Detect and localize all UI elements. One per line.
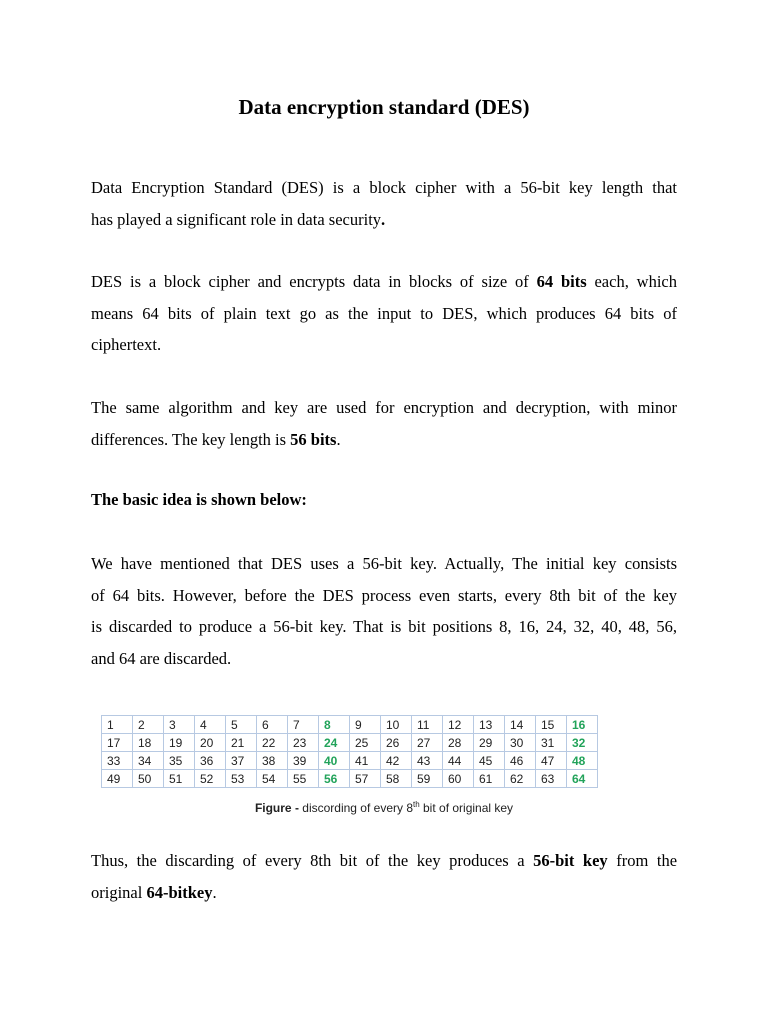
paragraph-line: Data Encryption Standard (DES) is a block cipher with a 56-bit key length that [91,178,677,197]
table-row [102,770,598,788]
table-cell: 51 [164,770,195,788]
text-span: . [212,882,217,902]
paragraph-key-discard [91,548,677,674]
table-cell: 47 [536,752,567,770]
table-cell: 6 [257,716,288,734]
table-cell: 33 [102,752,133,770]
table-cell: 55 [288,770,319,788]
table-cell: 59 [412,770,443,788]
bold-term: 64-bitkey [146,882,213,902]
bold-period: . [381,209,386,229]
text-span: DES is a block cipher and encrypts data in blocks of size of [91,272,537,291]
paragraph-line: We have mentioned that DES uses a 56-bit key. Actually, The initial key consists [91,554,677,573]
table-cell: 10 [381,716,412,734]
table-cell: 3 [164,716,195,734]
paragraph-line [91,204,677,236]
paragraph-line: means 64 bits of plain text go as the input to DES, which produces 64 bits of [91,303,677,323]
table-cell: 20 [195,734,226,752]
paragraph-line [91,877,677,909]
paragraph-line: and 64 are discarded. [91,648,232,668]
table-cell: 5 [226,716,257,734]
table-cell: 52 [195,770,226,788]
text-span: from the [607,851,678,870]
document-title: Data encryption standard (DES) [238,95,530,119]
paragraph-key-length [91,392,677,455]
table-cell: 17 [102,734,133,752]
paragraph-line: ciphertext. [91,335,162,354]
table-cell: 24 [319,734,350,752]
table-cell: 18 [133,734,164,752]
paragraph-intro [91,172,677,235]
table-cell: 41 [350,752,381,770]
table-cell: 4 [195,716,226,734]
table-cell: 30 [505,734,536,752]
table-cell: 57 [350,770,381,788]
table-cell: 23 [288,734,319,752]
table-cell: 15 [536,716,567,734]
table-cell: 9 [350,716,381,734]
table-cell: 54 [257,770,288,788]
table-cell: 16 [567,716,598,734]
table-cell: 50 [133,770,164,788]
table-cell: 40 [319,752,350,770]
caption-text: discording of every 8 [298,801,413,815]
bit-position-table [101,715,598,788]
bold-term: 64 bits [536,272,587,291]
table-cell: 1 [102,716,133,734]
table-cell: 14 [505,716,536,734]
table-cell: 56 [319,770,350,788]
table-cell: 34 [133,752,164,770]
text-span: each, which [586,272,677,291]
caption-text: bit of original key [419,801,514,815]
table-cell: 19 [164,734,195,752]
table-cell: 38 [257,752,288,770]
table-cell: 25 [350,734,381,752]
text-span: original [91,882,147,902]
table-cell: 36 [195,752,226,770]
table-cell: 44 [443,752,474,770]
table-cell: 60 [443,770,474,788]
table-cell: 35 [164,752,195,770]
table-cell: 28 [443,734,474,752]
bold-term: 56-bit key [533,851,608,870]
table-cell: 22 [257,734,288,752]
paragraph-block-size [91,266,677,361]
table-cell: 42 [381,752,412,770]
table-cell: 13 [474,716,505,734]
caption-label: Figure - [254,801,299,815]
table-cell: 58 [381,770,412,788]
paragraph-line: The same algorithm and key are used for encryption and decryption, with minor [91,398,677,417]
paragraph-conclusion [91,845,677,908]
table-cell: 63 [536,770,567,788]
table-cell: 43 [412,752,443,770]
table-cell: 11 [412,716,443,734]
table-cell: 39 [288,752,319,770]
table-cell: 2 [133,716,164,734]
table-cell: 12 [443,716,474,734]
section-heading: The basic idea is shown below: [91,490,307,509]
table-cell: 21 [226,734,257,752]
bold-term: 56 bits [290,429,337,449]
text-span: has played a significant role in data security [91,209,382,229]
table-cell: 26 [381,734,412,752]
text-span: . [336,429,341,449]
text-span: differences. The key length is [91,429,291,449]
table-cell: 49 [102,770,133,788]
table-cell: 27 [412,734,443,752]
table-cell: 48 [567,752,598,770]
table-cell: 29 [474,734,505,752]
table-cell: 62 [505,770,536,788]
paragraph-line: of 64 bits. However, before the DES process even starts, every 8th bit of the key [91,585,677,605]
paragraph-line [91,424,677,456]
table-row [102,734,598,752]
text-span: Thus, the discarding of every 8th bit of the key produces a [91,851,534,870]
table-cell: 7 [288,716,319,734]
table-cell: 46 [505,752,536,770]
table-row [102,716,598,734]
table-cell: 61 [474,770,505,788]
paragraph-line [91,266,677,298]
paragraph-line [91,845,677,877]
table-cell: 45 [474,752,505,770]
table-cell: 31 [536,734,567,752]
paragraph-line: is discarded to produce a 56-bit key. That is bit positions 8, 16, 24, 32, 40, 48, 56, [91,617,677,636]
table-cell: 32 [567,734,598,752]
table-cell: 53 [226,770,257,788]
caption-superscript: th [413,800,420,809]
table-row [102,752,598,770]
table-cell: 37 [226,752,257,770]
figure-caption [0,800,768,815]
table-cell: 8 [319,716,350,734]
table-cell: 64 [567,770,598,788]
